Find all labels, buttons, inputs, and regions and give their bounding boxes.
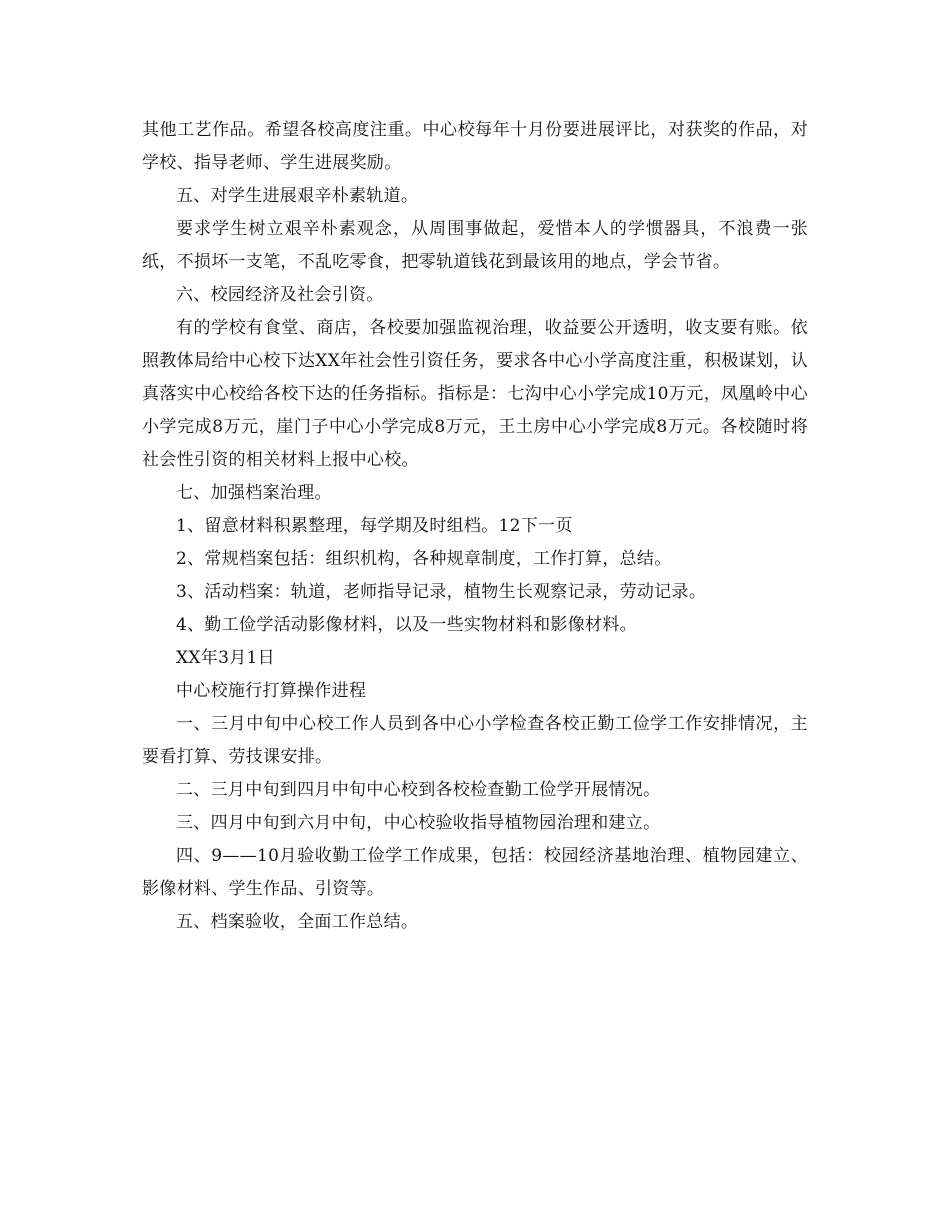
- paragraph: 有的学校有食堂、商店，各校要加强监视治理，收益要公开透明，收支要有账。依照教体局给中心校下达XX年社会性引资任务，要求各中心小学高度注重，积极谋划，认真落实中心校给各校下达的任务指标。指标是：七沟中心小学完成10万元，凤凰岭中心小学完成8万元，崖门子中心小学完成8万元，王土房中心小学完成8万元。各校随时将社会性引资的相关材料上报中心校。: [142, 318, 808, 470]
- paragraph: 3、活动档案：轨道，老师指导记录，植物生长观察记录，劳动记录。: [176, 582, 707, 602]
- paragraph: 2、常规档案包括：组织机构，各种规章制度，工作打算，总结。: [176, 549, 672, 569]
- paragraph: 四、9——10月验收勤工俭学工作成果，包括：校园经济基地治理、植物园建立、影像材料、学生作品、引资等。: [142, 846, 808, 899]
- paragraph: 五、档案验收，全面工作总结。: [176, 912, 419, 932]
- paragraph: 1、留意材料积累整理，每学期及时组档。12下一页: [176, 516, 573, 536]
- paragraph: 4、勤工俭学活动影像材料，以及一些实物材料和影像材料。: [176, 615, 637, 635]
- paragraph: 二、三月中旬到四月中旬中心校到各校检查勤工俭学开展情况。: [176, 780, 661, 800]
- document-body: [142, 114, 808, 939]
- paragraph: 三、四月中旬到六月中旬，中心校验收指导植物园治理和建立。: [176, 813, 661, 833]
- paragraph: 一、三月中旬中心校工作人员到各中心小学检查各校正勤工俭学工作安排情况，主要看打算、劳技课安排。: [142, 714, 808, 767]
- paragraph: 五、对学生进展艰辛朴素轨道。: [176, 186, 419, 206]
- paragraph: XX年3月1日: [176, 648, 275, 668]
- paragraph: 七、加强档案治理。: [176, 483, 332, 503]
- paragraph: 中心校施行打算操作进程: [176, 681, 367, 701]
- paragraph: 其他工艺作品。希望各校高度注重。中心校每年十月份要进展评比，对获奖的作品，对学校、指导老师、学生进展奖励。: [142, 120, 808, 173]
- paragraph: 六、校园经济及社会引资。: [176, 285, 384, 305]
- paragraph: 要求学生树立艰辛朴素观念，从周围事做起，爱惜本人的学惯器具，不浪费一张纸，不损坏一支笔，不乱吃零食，把零轨道钱花到最该用的地点，学会节省。: [142, 219, 808, 272]
